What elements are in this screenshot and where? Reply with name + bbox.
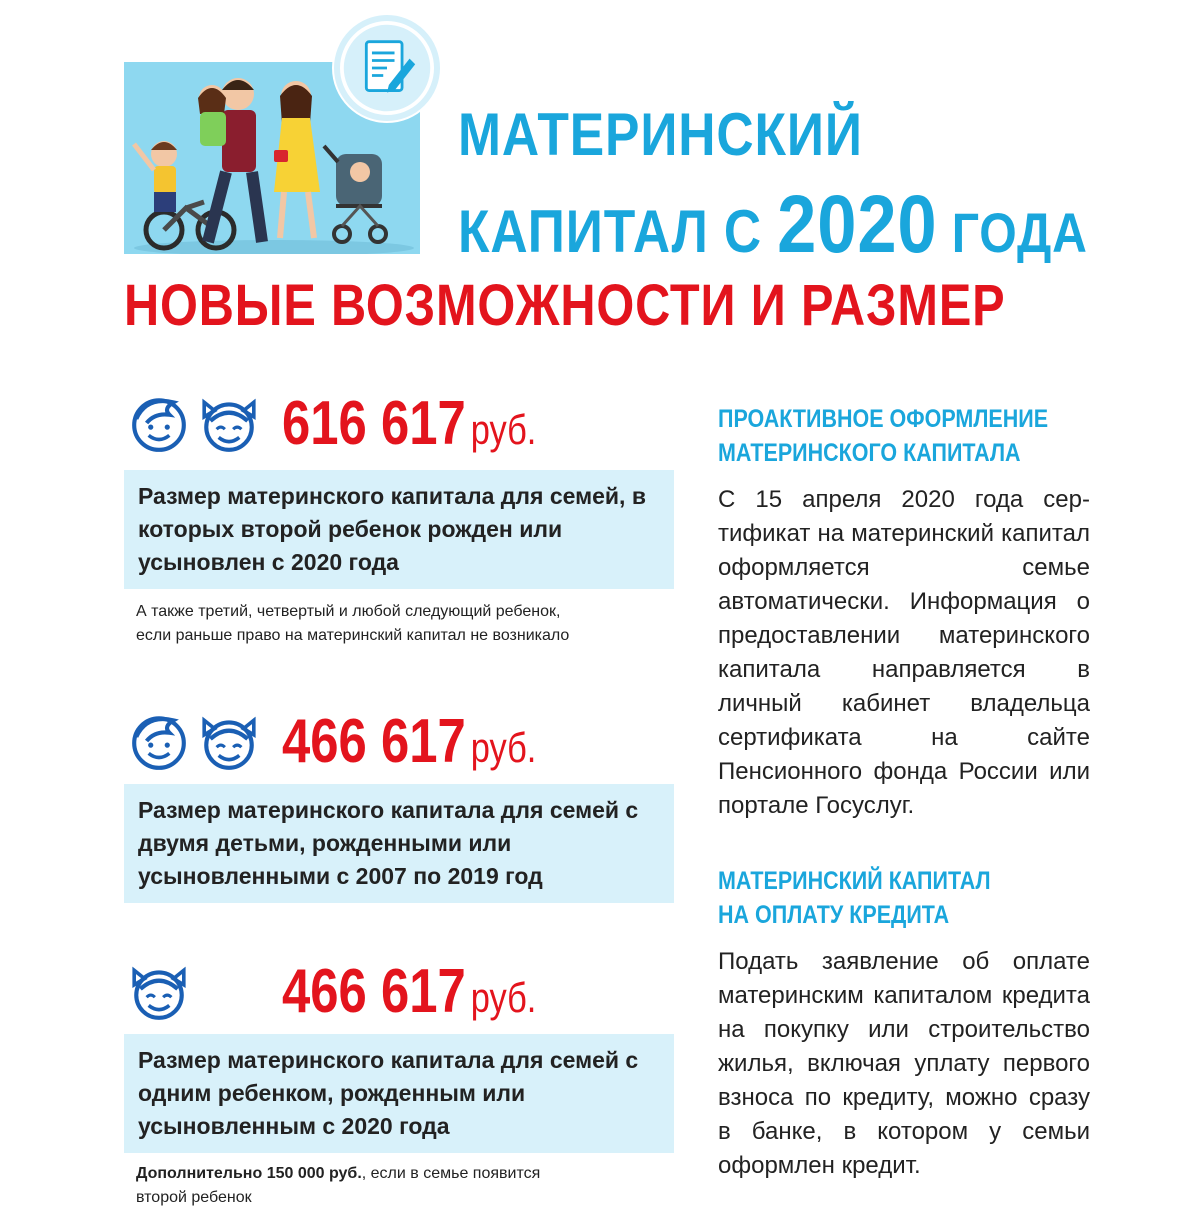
title-line-2	[458, 178, 1088, 272]
amount-value	[282, 956, 536, 1027]
girl-face-icon	[198, 392, 260, 454]
note-3-line-2: второй ребенок	[136, 1189, 252, 1206]
section-1-title-line-2: МАТЕРИНСКОГО КАПИТАЛА	[718, 439, 1021, 467]
note-1	[136, 600, 569, 648]
amount-row-3	[128, 956, 592, 1026]
amount-unit: руб.	[470, 405, 537, 453]
amount-value	[282, 706, 536, 777]
boy-face-icon	[128, 710, 190, 772]
description-box-2: Размер материнского капитала для семей с двумя детьми, рожденными или усыновленными с 2007 по 2019 год	[124, 784, 674, 903]
amount-unit: руб.	[470, 723, 537, 771]
amount-number: 616 617	[282, 388, 466, 458]
note-1-line-2: если раньше право на материнский капитал не возникало	[136, 627, 570, 644]
document-pen-svg	[340, 21, 434, 115]
section-2-title-line-1: МАТЕРИНСКИЙ КАПИТАЛ	[718, 867, 991, 895]
title-line-1: МАТЕРИНСКИЙ	[458, 101, 863, 168]
note-1-line-1: А также третий, четвертый и любой следующий ребенок,	[136, 603, 561, 620]
description-box-1: Размер материнского капитала для семей, в которых второй ребенок рожден или усыновлен с 2020 года	[124, 470, 674, 589]
amount-number: 466 617	[282, 706, 466, 776]
section-1-title-line-1: ПРОАКТИВНОЕ ОФОРМЛЕНИЕ	[718, 405, 1049, 433]
note-3-bold: Дополнительно 150 000 руб.	[136, 1165, 362, 1182]
amount-row-2	[128, 706, 592, 776]
section-1-text: С 15 апреля 2020 года сертификат на материнский капитал оформляется семье автоматически. Информация о предоставлении материнского капитала направляется в личный кабинет владельца сертификата на сайте Пенсионного фонда России или портале Госуслуг.	[718, 486, 1090, 819]
faces-group	[128, 710, 268, 772]
section-2-title	[718, 864, 1045, 932]
amount-row-1	[128, 388, 592, 458]
faces-group	[128, 960, 268, 1022]
note-3-rest: , если в семье появится	[361, 1165, 541, 1182]
girl-face-icon	[198, 710, 260, 772]
subtitle: НОВЫЕ ВОЗМОЖНОСТИ И РАЗМЕР	[124, 273, 1006, 338]
amount-number: 466 617	[282, 956, 466, 1026]
amount-value	[282, 388, 536, 459]
section-2-title-line-2: НА ОПЛАТУ КРЕДИТА	[718, 901, 950, 929]
document-pen-icon	[334, 15, 440, 121]
description-box-3: Размер материнского капитала для семей с одним ребенком, рожденным или усыновленным с 2020 года	[124, 1034, 674, 1153]
section-1-title	[718, 402, 1049, 470]
girl-face-icon	[128, 960, 190, 1022]
title-line-2-b: ГОДА	[937, 201, 1088, 264]
amount-unit: руб.	[470, 973, 537, 1021]
title-year: 2020	[777, 179, 938, 270]
section-2-text: Подать заявление об оплате материнским капиталом кредита на покупку или строительство жилья, включая уплату первого взноса по кредиту, можно сразу в банке, в котором у семьи оформлен кредит.	[718, 948, 1090, 1179]
faces-group	[128, 392, 268, 454]
boy-face-icon	[128, 392, 190, 454]
note-3-line-1	[136, 1162, 540, 1186]
title-line-2-a: КАПИТАЛ С	[458, 198, 778, 265]
note-3	[136, 1162, 540, 1210]
